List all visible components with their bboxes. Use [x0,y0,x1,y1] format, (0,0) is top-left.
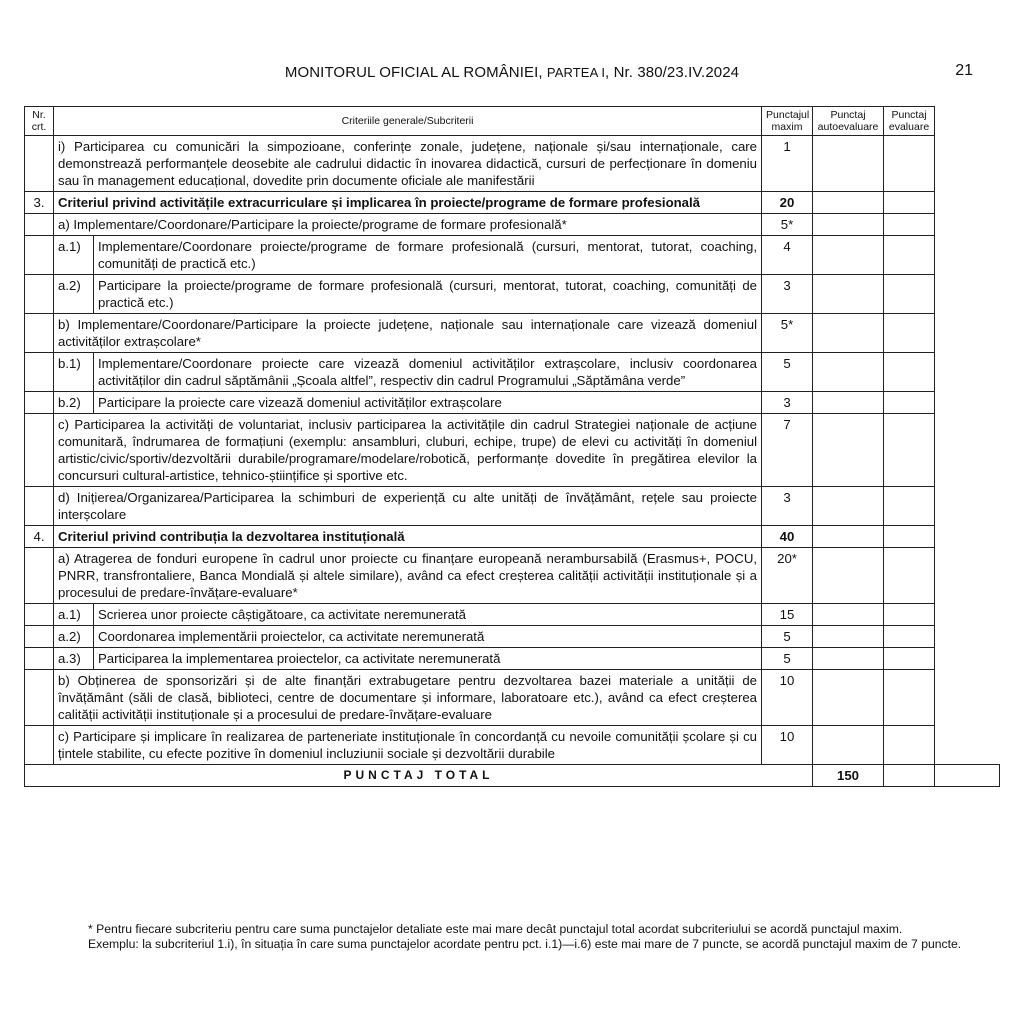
self-evaluation-cell[interactable] [813,236,884,275]
self-evaluation-cell[interactable] [813,275,884,314]
evaluation-cell[interactable] [884,487,935,526]
row-number [25,136,54,192]
criterion-text: Implementare/Coordonare proiecte care vizează domeniul activităților extrașcolare, inclusiv coordonarea activităților din cadrul săptămânii „Școala altfel”, respectiv din cadrul Programului „Săptămâna verde” [94,353,762,392]
max-score: 5* [762,214,813,236]
evaluation-cell[interactable] [884,392,935,414]
table-row [25,314,1000,353]
max-score: 5* [762,314,813,353]
self-evaluation-cell[interactable] [813,314,884,353]
criterion-text: a) Atragerea de fonduri europene în cadrul unor proiecte cu finanțare europeană nerambursabilă (Erasmus+, POCU, PNRR, transfrontaliere, Banca Mondială și altele similare), având ca efect creșterea calității activității instituționale și a procesului de predare-învățare-evaluare* [54,548,762,604]
table-row [25,214,1000,236]
table-row [25,136,1000,192]
table-row [25,236,1000,275]
self-evaluation-cell[interactable] [813,526,884,548]
self-evaluation-cell[interactable] [813,726,884,765]
table-row [25,192,1000,214]
max-score: 40 [762,526,813,548]
self-evaluation-cell[interactable] [813,192,884,214]
row-number [25,548,54,604]
row-number [25,414,54,487]
table-row [25,353,1000,392]
max-score: 5 [762,626,813,648]
criterion-title: Criteriul privind activitățile extracurriculare și implicarea în proiecte/programe de formare profesională [54,192,762,214]
row-number: 4. [25,526,54,548]
header-title-part: PARTEA I [546,65,606,80]
table-row [25,726,1000,765]
row-number [25,487,54,526]
table-header-row [25,107,1000,136]
evaluation-cell[interactable] [884,548,935,604]
header-title-rest: , Nr. 380/23.IV.2024 [605,64,740,81]
self-evaluation-cell[interactable] [813,670,884,726]
max-score: 10 [762,670,813,726]
header-title-main: MONITORUL OFICIAL AL ROMÂNIEI, [284,64,547,81]
evaluation-cell[interactable] [884,353,935,392]
evaluation-cell[interactable] [884,414,935,487]
total-row [25,765,1000,787]
row-number [25,670,54,726]
evaluation-cell[interactable] [884,526,935,548]
row-number [25,726,54,765]
evaluation-cell[interactable] [884,604,935,626]
criterion-text: d) Inițierea/Organizarea/Participarea la schimburi de experiență cu alte unități de învățământ, rețele sau proiecte interșcolare [54,487,762,526]
subcriterion-code: a.1) [54,236,94,275]
table-row [25,487,1000,526]
criterion-text: Scrierea unor proiecte câștigătoare, ca activitate neremunerată [94,604,762,626]
table-row [25,648,1000,670]
evaluation-cell[interactable] [884,726,935,765]
self-evaluation-cell[interactable] [813,414,884,487]
table-row [25,604,1000,626]
subcriterion-code: a.2) [54,626,94,648]
page-header-title [0,64,1024,81]
evaluation-cell[interactable] [884,314,935,353]
evaluation-cell[interactable] [884,214,935,236]
subcriterion-code: b.1) [54,353,94,392]
footnote [24,922,1000,952]
footnote-line-2: Exemplu: la subcriteriul 1.i), în situația în care suma punctajelor acordate pentru pct. i.1)—i.6) este mai mare de 7 puncte, se acordă punctajul maxim de 7 puncte. [88,937,962,951]
criterion-text: b) Implementare/Coordonare/Participare la proiecte județene, naționale sau internaționale care vizează domeniul activităților extrașcolare* [54,314,762,353]
criterion-text: a) Implementare/Coordonare/Participare la proiecte/programe de formare profesională* [54,214,762,236]
table-row [25,526,1000,548]
criterion-text: i) Participarea cu comunicări la simpozioane, conferințe zonale, județene, naționale și/sau internaționale, care demonstrează performanțele deosebite ale cadrului didactic în inovarea didactică, cursuri de perfecționare în domeniu sau în management educațional, dovedite prin documente oficiale ale manifestării [54,136,762,192]
evaluation-cell[interactable] [884,275,935,314]
max-score: 5 [762,353,813,392]
row-number: 3. [25,192,54,214]
max-score: 10 [762,726,813,765]
subcriterion-code: a.1) [54,604,94,626]
col-header-nr: Nr. crt. [25,107,54,136]
criterion-text: Implementare/Coordonare proiecte/programe de formare profesională (cursuri, mentorat, tutorat, coaching, comunități de practică etc.) [94,236,762,275]
table-body [25,136,1000,765]
max-score: 20* [762,548,813,604]
self-evaluation-cell[interactable] [813,353,884,392]
total-label: PUNCTAJ TOTAL [25,765,813,787]
evaluation-cell[interactable] [884,626,935,648]
max-score: 3 [762,487,813,526]
max-score: 7 [762,414,813,487]
total-value: 150 [813,765,884,787]
col-header-max: Punctajul maxim [762,107,813,136]
row-number [25,214,54,236]
self-evaluation-cell[interactable] [813,548,884,604]
max-score: 15 [762,604,813,626]
evaluation-cell[interactable] [884,136,935,192]
self-evaluation-cell[interactable] [813,648,884,670]
table-row [25,670,1000,726]
row-number [25,392,54,414]
table-row [25,414,1000,487]
table-row [25,626,1000,648]
page-number: 21 [955,62,973,79]
row-number [25,314,54,353]
subcriterion-code: a.2) [54,275,94,314]
table-row [25,392,1000,414]
self-evaluation-cell[interactable] [813,626,884,648]
criterion-text: Participarea la implementarea proiectelor, ca activitate neremunerată [94,648,762,670]
row-number [25,626,54,648]
self-evaluation-cell[interactable] [813,136,884,192]
row-number [25,648,54,670]
row-number [25,275,54,314]
evaluation-cell[interactable] [884,648,935,670]
criteria-table [24,106,1000,787]
self-evaluation-cell[interactable] [813,392,884,414]
max-score: 1 [762,136,813,192]
evaluation-cell[interactable] [884,670,935,726]
row-number [25,353,54,392]
row-number [25,236,54,275]
total-eval-cell [935,765,1000,787]
max-score: 4 [762,236,813,275]
self-evaluation-cell[interactable] [813,214,884,236]
self-evaluation-cell[interactable] [813,487,884,526]
criterion-title: Criteriul privind contribuția la dezvoltarea instituțională [54,526,762,548]
max-score: 5 [762,648,813,670]
footnote-line-1: * Pentru fiecare subcriteriu pentru care suma punctajelor detaliate este mai mare decât punctajul total acordat subcriteriului se acordă punctajul maxim. [88,922,903,936]
evaluation-cell[interactable] [884,236,935,275]
max-score: 20 [762,192,813,214]
col-header-auto: Punctaj autoevaluare [813,107,884,136]
criterion-text: Participare la proiecte care vizează domeniul activităților extrașcolare [94,392,762,414]
table-row [25,275,1000,314]
self-evaluation-cell[interactable] [813,604,884,626]
criterion-text: Participare la proiecte/programe de formare profesională (cursuri, mentorat, tutorat, coaching, comunități de practică etc.) [94,275,762,314]
evaluation-cell[interactable] [884,192,935,214]
subcriterion-code: b.2) [54,392,94,414]
criterion-text: c) Participarea la activități de voluntariat, inclusiv participarea la activitățile din cadrul Strategiei naționale de acțiune comunitară, îndrumarea de formațiuni (exemplu: ansambluri, cluburi, echipe, trupe) de elevi cu activități în domeniul artistic/civic/sportiv/dezvoltării durabile/programare/modelare/robotică, performanțe dovedite în pregătirea elevilor la concursuri cultural-artistice, tehnico-științifice și sportive etc. [54,414,762,487]
table-row [25,548,1000,604]
col-header-eval: Punctaj evaluare [884,107,935,136]
row-number [25,604,54,626]
max-score: 3 [762,392,813,414]
criterion-text: Coordonarea implementării proiectelor, ca activitate neremunerată [94,626,762,648]
total-auto-cell [884,765,935,787]
criterion-text: c) Participare și implicare în realizarea de parteneriate instituționale în concordanță cu nevoile comunității școlare și cu țintele stabilite, cu efecte pozitive în domeniul incluziunii sociale și dezvoltării durabile [54,726,762,765]
max-score: 3 [762,275,813,314]
col-header-criteria: Criteriile generale/Subcriterii [54,107,762,136]
subcriterion-code: a.3) [54,648,94,670]
criterion-text: b) Obținerea de sponsorizări și de alte finanțări extrabugetare pentru dezvoltarea bazei materiale a unității de învățământ (săli de clasă, biblioteci, centre de documentare și informare, laboratoare etc.), având ca efect creșterea calității activității instituționale și a procesului de predare-învățare-evaluare [54,670,762,726]
